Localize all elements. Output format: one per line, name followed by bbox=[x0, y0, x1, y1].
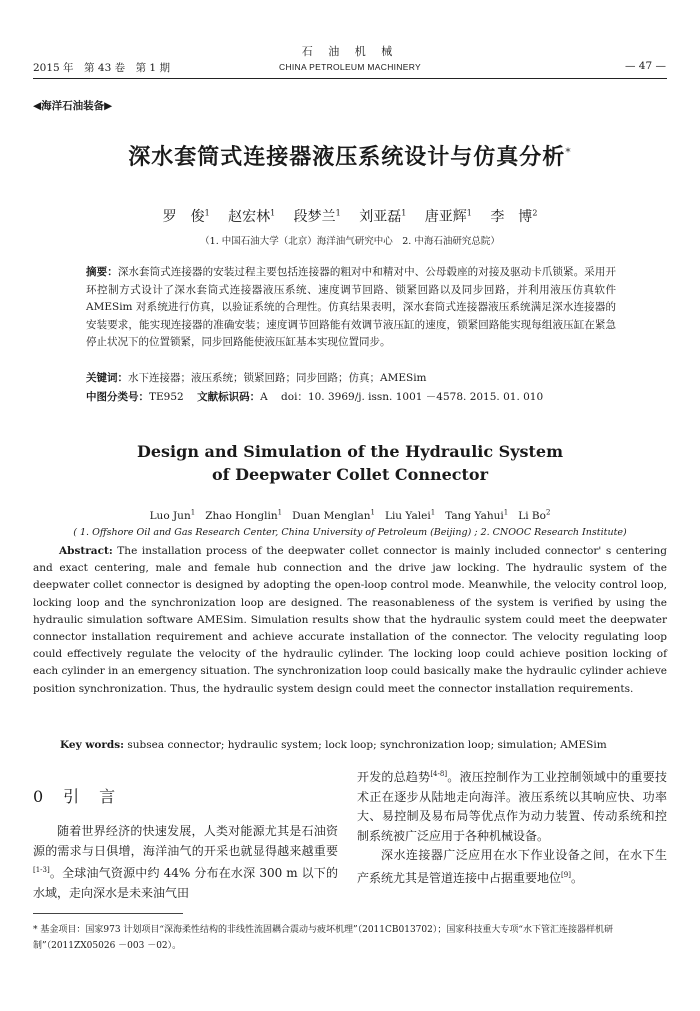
title-en-line: of Deepwater Collet Connector bbox=[211, 465, 489, 484]
author-cn: 刘亚磊$^1$ bbox=[359, 208, 407, 225]
section-heading: 0 引 言 bbox=[33, 787, 118, 806]
authors-en bbox=[0, 508, 700, 522]
author-en: Duan Menglan$^1$ bbox=[292, 508, 375, 522]
authors-cn bbox=[0, 206, 700, 226]
author-en: Tang Yahui$^1$ bbox=[445, 508, 509, 522]
keywords-en-label: Key words: bbox=[60, 739, 125, 751]
author-en: Luo Jun$^1$ bbox=[149, 508, 196, 522]
page-number: — 47 — bbox=[624, 60, 666, 72]
body-right-column bbox=[357, 765, 667, 888]
paragraph: 深水连接器广泛应用在水下作业设备之间，在水下生产系统尤其是管道连接中占据重要地位[9]。 bbox=[357, 848, 667, 885]
author-en: Zhao Honglin$^1$ bbox=[205, 508, 283, 522]
title-cn bbox=[0, 140, 700, 171]
doi-value: 10. 3969/j. issn. 1001 －4578. 2015. 01. 010 bbox=[307, 391, 544, 403]
author-cn: 赵宏林$^1$ bbox=[228, 208, 276, 225]
affiliation-cn: （1. 中国石油大学（北京）海洋油气研究中心 2. 中海石油研究总院） bbox=[200, 236, 500, 247]
affiliation-en: ( 1. Offshore Oil and Gas Research Center, China University of Petroleum (Beijing) ; 2. CNOOC Research Institute) bbox=[73, 527, 627, 538]
footnote-rule bbox=[33, 913, 183, 914]
title-en-line: Design and Simulation of the Hydraulic System bbox=[136, 442, 564, 461]
footnote: * 基金项目：国家973 计划项目“深海柔性结构的非线性流固耦合震动与疲坏机理”（2011CB013702）；国家科技重大专项“水下管汇连接器样机研制”（2011ZX05026 －003 －02）。 bbox=[33, 925, 613, 951]
citation[interactable]: [9] bbox=[561, 870, 571, 879]
journal-name-cn: 石 油 机 械 bbox=[301, 45, 399, 58]
paragraph: 开发的总趋势[4-8]。液压控制作为工业控制领域中的重要技术正在逐步从陆地走向海洋。液压系统以其响应快、功率大、易控制及易布局等优点作为动力装置、传动系统和控制系统被广泛应用于各种机械设备。 bbox=[357, 770, 667, 843]
title-footnote-mark: * bbox=[565, 145, 572, 159]
author-cn: 唐亚辉$^1$ bbox=[424, 208, 472, 225]
abstract-en-label: Abstract: bbox=[59, 545, 113, 557]
abstract-en-text: The installation process of the deepwater collet connector is mainly included connector' s centering and exact centering, male and female hub connection and the drive jaw locking. The hydraulic system of the deepwater collet connector is designed by adopting the open-loop control mode. Meanwhile, the velocity control loop, locking loop and the synchronization loop are designed. The reasonableness of the system is verified by using the hydraulic simulation software AMESim. Simulation results show that the hydraulic system could meet the deepwater connector installation requirement and achieve accurate installation of the connector. The velocity regulating loop could effectively regulate the velocity of the hydraulic cylinder. The locking loop could achieve position locking of each cylinder in an emergency situation. The synchronization loop could basically make the hydraulic cylinder achieve position synchronization. Thus, the hydraulic system design could meet the connector installation requirements. bbox=[33, 545, 667, 695]
clc-value: TE952 bbox=[149, 391, 184, 403]
abstract-cn-label: 摘要： bbox=[86, 266, 118, 278]
issue-info: 2015 年 第 43 卷 第 1 期 bbox=[33, 62, 170, 74]
keywords-en bbox=[60, 739, 660, 751]
header-rule bbox=[33, 78, 667, 79]
clc-label: 中图分类号： bbox=[86, 391, 149, 403]
body-left-column bbox=[33, 822, 338, 903]
keywords-cn bbox=[86, 370, 616, 385]
doi-label: doi： bbox=[281, 391, 308, 403]
paragraph: 随着世界经济的快速发展，人类对能源尤其是石油资源的需求与日俱增，海洋油气的开采也就显得越来越重要[1-3]。全球油气资源中约 44% 分布在水深 300 m 以下的水域，走向深水是未来油气田 bbox=[33, 824, 338, 900]
keywords-cn-label: 关键词： bbox=[86, 372, 128, 384]
keywords-cn-text: 水下连接器；液压系统；锁紧回路；同步回路；仿真；AMESim bbox=[128, 372, 427, 384]
abstract-cn-text: 深水套筒式连接器的安装过程主要包括连接器的粗对中和精对中、公母毂座的对接及驱动卡爪锁紧。采用开环控制方式设计了深水套筒式连接器液压系统、速度调节回路、锁紧回路以及同步回路，并利用液压仿真软件 AMESim 对系统进行仿真，以验证系统的合理性。仿真结果表明，深水套筒式连接器液压系统满足深水连接器的安装要求，能实现连接器的准确安装；速度调节回路能有效调节液压缸的速度，锁紧回路能实现每组液压缸在紧急停止状况下的位置锁紧，同步回路能使液压缸基本实现位置同步。 bbox=[86, 266, 617, 348]
author-en: Li Bo$^2$ bbox=[518, 508, 551, 522]
citation[interactable]: [1-3] bbox=[33, 866, 50, 874]
keywords-en-text: subsea connector; hydraulic system; lock loop; synchronization loop; simulation; AMESim bbox=[127, 739, 607, 751]
author-cn: 李 博$^2$ bbox=[490, 208, 538, 225]
abstract-en bbox=[33, 543, 667, 698]
title-en bbox=[0, 440, 700, 486]
author-en: Liu Yalei$^1$ bbox=[384, 508, 436, 522]
journal-name bbox=[0, 43, 700, 72]
journal-name-en: CHINA PETROLEUM MACHINERY bbox=[279, 62, 421, 72]
author-cn: 段梦兰$^1$ bbox=[293, 208, 341, 225]
doc-code-value: A bbox=[260, 391, 268, 403]
section-tag: ◀海洋石油装备▶ bbox=[33, 100, 113, 112]
classification-line bbox=[86, 389, 646, 404]
title-cn-text: 深水套筒式连接器液压系统设计与仿真分析 bbox=[128, 145, 566, 170]
citation[interactable]: [4-8] bbox=[430, 770, 448, 778]
author-cn: 罗 俊$^1$ bbox=[162, 208, 210, 225]
abstract-cn bbox=[86, 264, 616, 352]
doc-code-label: 文献标识码： bbox=[197, 391, 261, 403]
